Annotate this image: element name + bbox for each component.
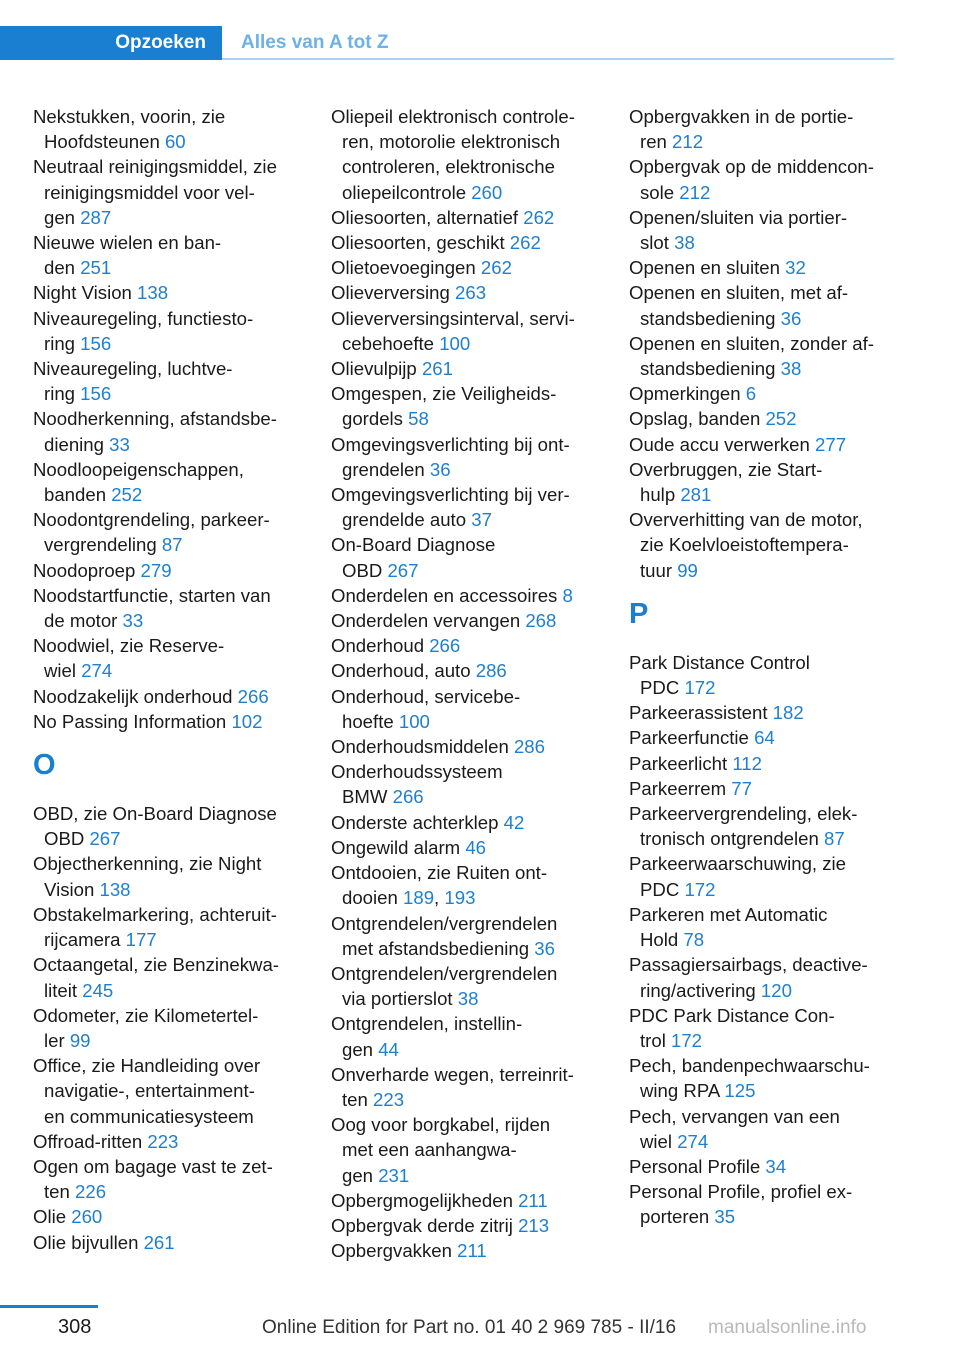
page-link[interactable]: 64 bbox=[754, 727, 775, 749]
index-term: Opbergvakken bbox=[331, 1240, 458, 1262]
index-entry bbox=[33, 356, 301, 406]
index-term: Parkeerwaarschuwing, zie PDC bbox=[629, 853, 847, 900]
index-term: Pech, bandenpechwaarschu‐ wing RPA bbox=[629, 1055, 870, 1102]
index-term: Noodloopeigenschappen, banden bbox=[33, 458, 244, 506]
index-term: Overbruggen, zie Start‐ hulp bbox=[629, 458, 823, 506]
index-entry bbox=[33, 851, 301, 901]
index-entry bbox=[33, 902, 301, 952]
index-term: Ontgrendelen/vergrendelen via portierslot bbox=[331, 962, 558, 1010]
page-link[interactable]: 156 bbox=[80, 332, 112, 354]
page-link[interactable]: 78 bbox=[683, 929, 705, 951]
page-link[interactable]: 226 bbox=[75, 1181, 107, 1203]
index-entry bbox=[331, 759, 599, 809]
index-entry bbox=[331, 306, 599, 356]
page-link[interactable]: 211 bbox=[518, 1189, 548, 1211]
footer-rule bbox=[0, 1305, 98, 1308]
index-term: Neutraal reinigingsmiddel, zie reinigingsmiddel voor vel‐ gen bbox=[33, 156, 277, 228]
page-link[interactable]: 262 bbox=[480, 257, 512, 279]
index-entry bbox=[33, 1230, 301, 1255]
index-entry bbox=[33, 1129, 301, 1154]
page-link[interactable]: 34 bbox=[765, 1155, 787, 1177]
page-link[interactable]: 58 bbox=[408, 408, 429, 430]
index-entry bbox=[331, 1238, 599, 1263]
index-entry bbox=[331, 432, 599, 482]
page-link[interactable]: 286 bbox=[475, 660, 507, 682]
page-link[interactable]: 38 bbox=[780, 358, 802, 380]
page-link[interactable]: 279 bbox=[140, 559, 172, 581]
page-link[interactable]: 100 bbox=[439, 332, 471, 354]
page-link[interactable]: 223 bbox=[147, 1130, 179, 1152]
index-entry bbox=[629, 104, 897, 154]
index-term: Octaangetal, zie Benzinekwa‐ liteit bbox=[33, 954, 279, 1001]
index-entry bbox=[331, 835, 599, 860]
index-term: Niveauregeling, luchtve‐ ring bbox=[33, 358, 233, 405]
index-term: Opslag, banden bbox=[629, 408, 766, 430]
index-entry bbox=[331, 633, 599, 658]
page-link[interactable]: 263 bbox=[455, 282, 487, 304]
index-term: Parkeervergrendeling, elek‐ tronisch ontgrendelen bbox=[629, 803, 858, 850]
index-entry bbox=[331, 1213, 599, 1238]
page-link[interactable]: 125 bbox=[724, 1080, 756, 1102]
index-term: Onverharde wegen, terreinrit‐ ten bbox=[331, 1063, 574, 1110]
index-entry bbox=[331, 911, 599, 961]
index-entry bbox=[331, 583, 599, 608]
page-link[interactable]: 38 bbox=[457, 988, 479, 1010]
index-entry bbox=[33, 104, 301, 154]
index-entry bbox=[629, 1003, 897, 1053]
index-term: Opbergvak op de middencon‐ sole bbox=[629, 156, 874, 203]
index-term: OBD, zie On-Board Diagnose OBD bbox=[33, 803, 277, 850]
index-entry bbox=[33, 230, 301, 280]
page-link[interactable]: 33 bbox=[109, 433, 130, 455]
index-column-1 bbox=[33, 104, 301, 1255]
index-term: Onderhoud, servicebe‐ hoefte bbox=[331, 685, 521, 732]
index-term: Oververhitting van de motor, zie Koelvloeistoftempera‐ tuur bbox=[629, 509, 863, 581]
index-term: Pech, vervangen van een wiel bbox=[629, 1105, 840, 1152]
index-term: Openen en sluiten bbox=[629, 257, 786, 279]
index-term: Office, zie Handleiding over navigatie-, entertainment- en communicatiesysteem bbox=[33, 1055, 261, 1127]
page-link[interactable]: 35 bbox=[714, 1206, 736, 1228]
index-term: Objectherkenning, zie Night Vision bbox=[33, 853, 262, 900]
index-entry bbox=[629, 650, 897, 700]
index-entry bbox=[331, 255, 599, 280]
index-entry bbox=[33, 280, 301, 305]
page-link[interactable]: 267 bbox=[387, 559, 419, 581]
page-link[interactable]: 172 bbox=[684, 677, 716, 699]
index-term: Olietoevoegingen bbox=[331, 257, 481, 279]
page-link[interactable]: 99 bbox=[677, 559, 698, 581]
index-term: Onderdelen vervangen bbox=[331, 610, 526, 632]
index-entry bbox=[629, 432, 897, 457]
index-term: Nieuwe wielen en ban‐ den bbox=[33, 232, 222, 279]
index-term: Ontdooien, zie Ruiten ont‐ dooien bbox=[331, 862, 548, 909]
page-link[interactable]: 277 bbox=[815, 433, 847, 455]
page-link[interactable]: 262 bbox=[509, 232, 541, 254]
index-entry bbox=[629, 1179, 897, 1229]
index-entry bbox=[629, 205, 897, 255]
index-term: Offroad-ritten bbox=[33, 1130, 148, 1152]
index-term: Noodstartfunctie, starten van de motor bbox=[33, 584, 271, 632]
watermark: manualsonline.info bbox=[708, 1317, 867, 1338]
index-term: On-Board Diagnose OBD bbox=[331, 534, 496, 581]
index-term: Personal Profile bbox=[629, 1155, 766, 1177]
index-entry bbox=[629, 902, 897, 952]
index-entry bbox=[331, 1011, 599, 1061]
index-term: Parkeren met Automatic Hold bbox=[629, 903, 828, 951]
index-entry bbox=[33, 1154, 301, 1204]
index-entry bbox=[629, 1154, 897, 1179]
page-link[interactable]: 262 bbox=[523, 206, 555, 228]
index-entry bbox=[629, 507, 897, 583]
page-link[interactable]: 267 bbox=[89, 828, 121, 850]
index-column-2 bbox=[331, 104, 599, 1263]
index-term: Personal Profile, profiel ex‐ porteren bbox=[629, 1181, 853, 1228]
index-term: Parkeerassistent bbox=[629, 702, 773, 724]
index-term: Noodontgrendeling, parkeer‐ vergrendeling bbox=[33, 509, 270, 556]
page-link[interactable]: 46 bbox=[465, 836, 487, 858]
page-link[interactable]: 245 bbox=[82, 979, 114, 1001]
page-link[interactable]: 42 bbox=[503, 811, 525, 833]
index-term: Ongewild alarm bbox=[331, 836, 466, 858]
index-entry bbox=[629, 851, 897, 901]
page-link[interactable]: 213 bbox=[518, 1214, 550, 1236]
section-letter: P bbox=[629, 597, 649, 630]
page-link[interactable]: 274 bbox=[677, 1130, 709, 1152]
page-number: 308 bbox=[58, 1316, 92, 1338]
index-entry bbox=[331, 860, 599, 910]
page-link[interactable]: 182 bbox=[772, 702, 804, 724]
index-term: Olie bbox=[33, 1206, 72, 1228]
index-entry bbox=[33, 952, 301, 1002]
index-entry bbox=[33, 684, 301, 709]
index-entry bbox=[331, 684, 599, 734]
index-entry bbox=[629, 406, 897, 431]
index-term: No Passing Information bbox=[33, 710, 232, 732]
page-link[interactable]: 32 bbox=[785, 257, 806, 279]
index-term: Noodzakelijk onderhoud bbox=[33, 685, 238, 707]
index-entry bbox=[331, 381, 599, 431]
index-term: Openen en sluiten, met af‐ standsbediening bbox=[629, 282, 849, 329]
page-link[interactable]: 33 bbox=[122, 610, 144, 632]
index-term: Obstakelmarkering, achteruit‐ rijcamera bbox=[33, 903, 277, 951]
index-term: Omgevingsverlichting bij ont‐ grendelen bbox=[331, 433, 570, 480]
page-link[interactable]: 266 bbox=[429, 635, 461, 657]
page-link[interactable]: 99 bbox=[69, 1029, 91, 1051]
page-link[interactable]: 211 bbox=[457, 1240, 487, 1262]
index-term: Onderhoud, auto bbox=[331, 660, 476, 682]
index-term: Olie bijvullen bbox=[33, 1231, 144, 1253]
index-entry bbox=[331, 280, 599, 305]
index-entry bbox=[331, 532, 599, 582]
page-link[interactable]: 87 bbox=[824, 828, 845, 850]
index-term: Openen en sluiten, zonder af‐ standsbediening bbox=[629, 332, 874, 380]
index-entry bbox=[331, 356, 599, 381]
index-term: Nekstukken, voorin, zie Hoofdsteunen bbox=[33, 106, 226, 153]
index-entry bbox=[33, 709, 301, 734]
page-link[interactable]: 156 bbox=[80, 383, 112, 405]
index-entry bbox=[33, 1053, 301, 1129]
index-entry bbox=[629, 154, 897, 204]
index-term: Park Distance Control PDC bbox=[629, 651, 810, 699]
page-link[interactable]: 266 bbox=[392, 786, 424, 808]
index-term: Noodwiel, zie Reserve‐ wiel bbox=[33, 635, 225, 682]
index-entry bbox=[629, 725, 897, 750]
index-entry bbox=[331, 1188, 599, 1213]
page-link[interactable]: 212 bbox=[672, 131, 704, 153]
tab-opzoeken[interactable]: Opzoeken bbox=[0, 26, 222, 60]
page-link[interactable]: 261 bbox=[143, 1231, 175, 1253]
page-link[interactable]: 266 bbox=[237, 685, 269, 707]
page-link[interactable]: 251 bbox=[80, 257, 112, 279]
tab-underline bbox=[222, 58, 894, 60]
page-link[interactable]: 231 bbox=[378, 1164, 410, 1186]
index-entry bbox=[33, 306, 301, 356]
page-link[interactable]: 260 bbox=[471, 181, 503, 203]
index-term: Ogen om bagage vast te zet‐ ten bbox=[33, 1155, 273, 1203]
page-link[interactable]: 44 bbox=[378, 1038, 399, 1060]
index-entry bbox=[331, 810, 599, 835]
page-link[interactable]: 77 bbox=[731, 777, 752, 799]
index-entry bbox=[331, 1112, 599, 1188]
index-term: Ontgrendelen/vergrendelen met afstandsbediening bbox=[331, 912, 558, 959]
index-term: Ontgrendelen, instellin‐ gen bbox=[331, 1013, 523, 1060]
page-link[interactable]: 36 bbox=[534, 937, 555, 959]
index-entry bbox=[331, 658, 599, 683]
index-term: Omgevingsverlichting bij ver‐ grendelde auto bbox=[331, 484, 570, 531]
index-term: Opbergmogelijkheden bbox=[331, 1189, 519, 1211]
page-link[interactable]: 261 bbox=[421, 358, 453, 380]
index-term: Niveauregeling, functiesto‐ ring bbox=[33, 307, 254, 354]
index-term: Parkeerfunctie bbox=[629, 727, 755, 749]
index-entry bbox=[629, 1053, 897, 1103]
index-entry bbox=[629, 751, 897, 776]
index-entry bbox=[33, 457, 301, 507]
page-link[interactable]: 60 bbox=[164, 131, 186, 153]
index-term: Oude accu verwerken bbox=[629, 433, 816, 455]
page-link[interactable]: 172 bbox=[671, 1029, 703, 1051]
page-link[interactable]: 120 bbox=[760, 979, 792, 1001]
page-link[interactable]: 268 bbox=[525, 610, 557, 632]
index-entry bbox=[331, 104, 599, 205]
index-entry bbox=[629, 952, 897, 1002]
index-entry bbox=[629, 457, 897, 507]
page-link[interactable]: 102 bbox=[231, 710, 263, 732]
section-letter: O bbox=[33, 749, 56, 782]
index-term: Opbergvakken in de portie‐ ren bbox=[629, 106, 854, 153]
page-link[interactable]: 112 bbox=[732, 752, 762, 774]
page-link[interactable]: 138 bbox=[99, 878, 131, 900]
page-link[interactable]: 8 bbox=[562, 584, 573, 606]
index-term: PDC Park Distance Con‐ trol bbox=[629, 1004, 835, 1051]
index-column-3 bbox=[629, 104, 897, 1230]
index-term: Onderste achterklep bbox=[331, 811, 504, 833]
index-entry bbox=[629, 331, 897, 381]
index-term: Onderhoud bbox=[331, 635, 430, 657]
page-link[interactable]: 223 bbox=[373, 1088, 405, 1110]
page-link[interactable]: 36 bbox=[429, 458, 451, 480]
index-term: Oliesoorten, geschikt bbox=[331, 232, 510, 254]
page-link[interactable]: 286 bbox=[513, 736, 545, 758]
page-link[interactable]: 38 bbox=[674, 232, 695, 254]
page-link[interactable]: 252 bbox=[111, 484, 143, 506]
page-link[interactable]: 193 bbox=[444, 887, 476, 909]
index-entry bbox=[331, 205, 599, 230]
index-term: Night Vision bbox=[33, 282, 138, 304]
index-entry bbox=[33, 154, 301, 230]
index-term: Olievulpijp bbox=[331, 358, 422, 380]
index-term: Parkeerrem bbox=[629, 777, 732, 799]
index-entry bbox=[33, 1204, 301, 1229]
index-entry bbox=[331, 961, 599, 1011]
index-term: Onderhoudsmiddelen bbox=[331, 736, 514, 758]
index-term: Onderdelen en accessoires bbox=[331, 584, 563, 606]
index-term: Oog voor borgkabel, rijden met een aanhangwa‐ gen bbox=[331, 1114, 551, 1186]
page-link[interactable]: 172 bbox=[684, 878, 716, 900]
page-link[interactable]: 287 bbox=[80, 206, 112, 228]
index-term: Noodoproep bbox=[33, 559, 141, 581]
page-link[interactable]: 252 bbox=[765, 408, 797, 430]
index-term: Parkeerlicht bbox=[629, 752, 733, 774]
index-entry bbox=[629, 776, 897, 801]
page-link[interactable]: 212 bbox=[679, 181, 711, 203]
page-link[interactable]: 177 bbox=[125, 929, 157, 951]
index-entry bbox=[331, 482, 599, 532]
index-term: Oliepeil elektronisch controle‐ ren, motorolie elektronisch controleren, elektronische oliepeilcontrole bbox=[331, 106, 575, 203]
index-entry bbox=[629, 255, 897, 280]
page-link[interactable]: 138 bbox=[137, 282, 169, 304]
index-term: Omgespen, zie Veiligheids‐ gordels bbox=[331, 383, 557, 430]
index-entry bbox=[331, 734, 599, 759]
index-entry bbox=[629, 700, 897, 725]
index-entry bbox=[33, 507, 301, 557]
index-term: Onderhoudssysteem BMW bbox=[331, 761, 503, 808]
page-link[interactable]: 189 bbox=[403, 887, 435, 909]
page-link[interactable]: 274 bbox=[81, 660, 113, 682]
index-term: Opmerkingen bbox=[629, 383, 746, 405]
index-entry bbox=[331, 230, 599, 255]
index-term: Noodherkenning, afstandsbe‐ diening bbox=[33, 408, 277, 455]
page-link[interactable]: 87 bbox=[161, 534, 183, 556]
index-entry bbox=[33, 801, 301, 851]
index-entry bbox=[331, 1062, 599, 1112]
index-entry bbox=[629, 280, 897, 330]
index-term: Opbergvak derde zitrij bbox=[331, 1214, 519, 1236]
index-entry bbox=[629, 1104, 897, 1154]
index-entry bbox=[33, 583, 301, 633]
index-entry bbox=[33, 1003, 301, 1053]
index-entry bbox=[33, 633, 301, 683]
header-tabbar bbox=[0, 26, 894, 60]
index-entry bbox=[33, 558, 301, 583]
page-link[interactable]: 36 bbox=[780, 307, 802, 329]
page-link[interactable]: 6 bbox=[745, 383, 757, 405]
page-separator: , bbox=[434, 887, 445, 909]
page-link[interactable]: 281 bbox=[680, 484, 712, 506]
tab-alles-van-a-tot-z[interactable]: Alles van A tot Z bbox=[241, 32, 389, 53]
page-link[interactable]: 260 bbox=[71, 1206, 103, 1228]
page-link[interactable]: 100 bbox=[398, 710, 430, 732]
index-term: Olieverversing bbox=[331, 282, 456, 304]
index-entry bbox=[629, 381, 897, 406]
index-entry bbox=[33, 406, 301, 456]
page-link[interactable]: 37 bbox=[471, 509, 492, 531]
index-term: Olieverversingsinterval, servi‐ cebehoefte bbox=[331, 307, 575, 354]
edition-note: Online Edition for Part no. 01 40 2 969 785 - II/16 bbox=[262, 1317, 677, 1338]
index-term: Odometer, zie Kilometertel‐ ler bbox=[33, 1004, 259, 1051]
index-term: Oliesoorten, alternatief bbox=[331, 206, 524, 228]
index-term: Openen/sluiten via portier‐ slot bbox=[629, 206, 848, 254]
index-entry bbox=[629, 801, 897, 851]
index-term: Passagiersairbags, deactive‐ ring/activering bbox=[629, 954, 868, 1001]
index-entry bbox=[331, 608, 599, 633]
